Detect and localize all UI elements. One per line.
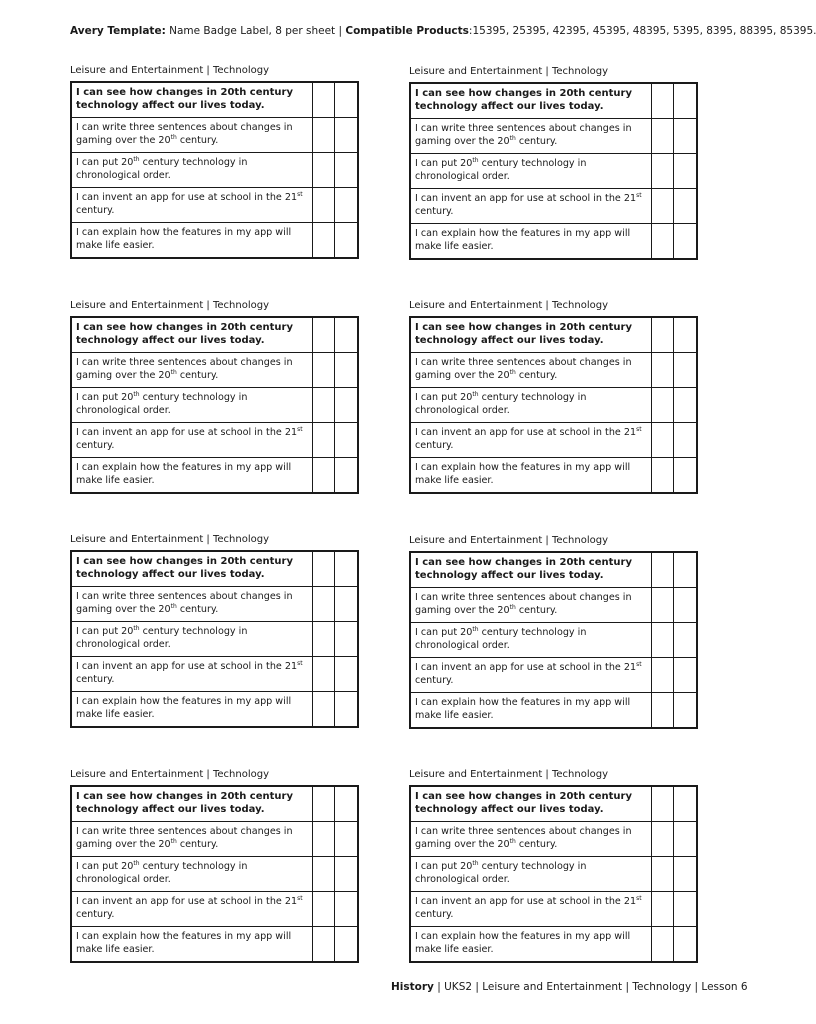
success-criteria-table [409,82,698,260]
name-badge-label [70,533,360,728]
criteria-heading: I can see how changes in 20th century technology affect our lives today. [71,551,312,587]
name-badge-label [409,65,699,260]
tick-box[interactable] [312,223,335,259]
tick-box[interactable] [651,388,674,423]
success-criteria-table [70,785,359,963]
avery-template-header [70,25,816,37]
tick-box[interactable] [651,822,674,857]
tick-box[interactable] [674,822,697,857]
criteria-row [71,587,358,622]
criteria-statement: I can explain how the features in my app will make life easier. [410,224,651,260]
tick-box[interactable] [335,927,358,963]
criteria-heading-row [71,317,358,353]
footer-subject: History [391,981,434,993]
criteria-row [410,388,697,423]
success-criteria-table [409,316,698,494]
criteria-row [410,623,697,658]
criteria-statement: I can write three sentences about changes in gaming over the 20th century. [71,587,312,622]
tick-box[interactable] [312,892,335,927]
tick-box[interactable] [335,317,358,353]
criteria-statement: I can write three sentences about changes in gaming over the 20th century. [410,353,651,388]
tick-box[interactable] [651,552,674,588]
criteria-statement: I can invent an app for use at school in the 21st century. [71,423,312,458]
tick-box[interactable] [312,188,335,223]
criteria-heading: I can see how changes in 20th century technology affect our lives today. [410,552,651,588]
tick-box[interactable] [674,317,697,353]
criteria-statement: I can put 20th century technology in chronological order. [71,622,312,657]
tick-box[interactable] [674,154,697,189]
criteria-heading-row [71,82,358,118]
tick-box[interactable] [312,692,335,728]
criteria-row [71,857,358,892]
criteria-row [410,927,697,963]
tick-box[interactable] [312,353,335,388]
tick-box[interactable] [335,423,358,458]
tick-box[interactable] [312,822,335,857]
criteria-row [71,657,358,692]
tick-box[interactable] [674,423,697,458]
tick-box[interactable] [312,388,335,423]
criteria-statement: I can invent an app for use at school in the 21st century. [71,188,312,223]
tick-box[interactable] [312,82,335,118]
success-criteria-table [70,81,359,259]
criteria-statement: I can invent an app for use at school in the 21st century. [410,423,651,458]
criteria-row [410,658,697,693]
name-badge-label [409,534,699,729]
success-criteria-table [409,551,698,729]
criteria-row [71,153,358,188]
tick-box[interactable] [335,822,358,857]
name-badge-label [409,768,699,963]
tick-box[interactable] [312,317,335,353]
template-label: Avery Template: [70,25,166,37]
criteria-statement: I can explain how the features in my app will make life easier. [71,927,312,963]
tick-box[interactable] [674,693,697,729]
tick-box[interactable] [651,658,674,693]
tick-box[interactable] [312,622,335,657]
tick-box[interactable] [335,692,358,728]
criteria-statement: I can write three sentences about changes in gaming over the 20th century. [71,353,312,388]
tick-box[interactable] [335,657,358,692]
label-subject: Leisure and Entertainment | Technology [409,300,608,311]
criteria-row [410,857,697,892]
criteria-statement: I can invent an app for use at school in the 21st century. [410,892,651,927]
name-badge-label [70,299,360,494]
criteria-row [71,118,358,153]
tick-box[interactable] [335,223,358,259]
success-criteria-table [70,316,359,494]
tick-box[interactable] [312,551,335,587]
criteria-statement: I can explain how the features in my app will make life easier. [410,458,651,494]
name-badge-label [70,64,360,259]
criteria-row [71,188,358,223]
tick-box[interactable] [674,658,697,693]
tick-box[interactable] [312,927,335,963]
tick-box[interactable] [651,423,674,458]
success-criteria-table [70,550,359,728]
label-subject: Leisure and Entertainment | Technology [409,535,608,546]
criteria-row [410,224,697,260]
criteria-statement: I can write three sentences about changes in gaming over the 20th century. [410,588,651,623]
tick-box[interactable] [312,458,335,494]
criteria-heading: I can see how changes in 20th century technology affect our lives today. [71,82,312,118]
label-subject: Leisure and Entertainment | Technology [70,769,269,780]
tick-box[interactable] [651,623,674,658]
criteria-statement: I can put 20th century technology in chronological order. [71,857,312,892]
tick-box[interactable] [674,189,697,224]
criteria-heading-row [71,786,358,822]
criteria-row [410,353,697,388]
tick-box[interactable] [674,786,697,822]
tick-box[interactable] [674,623,697,658]
tick-box[interactable] [651,353,674,388]
label-subject: Leisure and Entertainment | Technology [70,534,269,545]
footer-detail: | UKS2 | Leisure and Entertainment | Technology | Lesson 6 [433,981,748,993]
label-subject: Leisure and Entertainment | Technology [70,65,269,76]
criteria-statement: I can invent an app for use at school in the 21st century. [71,657,312,692]
success-criteria-table [409,785,698,963]
criteria-row [71,353,358,388]
tick-box[interactable] [335,786,358,822]
criteria-statement: I can invent an app for use at school in the 21st century. [71,892,312,927]
tick-box[interactable] [674,458,697,494]
tick-box[interactable] [312,587,335,622]
label-subject: Leisure and Entertainment | Technology [409,66,608,77]
tick-box[interactable] [674,857,697,892]
tick-box[interactable] [312,657,335,692]
criteria-statement: I can invent an app for use at school in the 21st century. [410,658,651,693]
criteria-heading: I can see how changes in 20th century technology affect our lives today. [410,317,651,353]
tick-box[interactable] [335,188,358,223]
criteria-row [410,154,697,189]
criteria-row [71,927,358,963]
tick-box[interactable] [651,588,674,623]
criteria-statement: I can invent an app for use at school in the 21st century. [410,189,651,224]
tick-box[interactable] [312,153,335,188]
criteria-row [410,822,697,857]
tick-box[interactable] [651,892,674,927]
criteria-statement: I can put 20th century technology in chronological order. [410,154,651,189]
criteria-statement: I can write three sentences about changes in gaming over the 20th century. [410,822,651,857]
tick-box[interactable] [674,552,697,588]
tick-box[interactable] [651,189,674,224]
criteria-statement: I can explain how the features in my app will make life easier. [410,927,651,963]
criteria-row [410,892,697,927]
tick-box[interactable] [674,353,697,388]
tick-box[interactable] [335,458,358,494]
criteria-statement: I can put 20th century technology in chronological order. [71,388,312,423]
tick-box[interactable] [651,83,674,119]
tick-box[interactable] [651,693,674,729]
tick-box[interactable] [651,786,674,822]
tick-box[interactable] [335,118,358,153]
criteria-statement: I can explain how the features in my app will make life easier. [71,692,312,728]
criteria-row [410,588,697,623]
label-subject: Leisure and Entertainment | Technology [409,769,608,780]
tick-box[interactable] [674,388,697,423]
tick-box[interactable] [335,82,358,118]
tick-box[interactable] [674,224,697,260]
criteria-row [410,423,697,458]
criteria-statement: I can explain how the features in my app will make life easier. [410,693,651,729]
criteria-heading: I can see how changes in 20th century technology affect our lives today. [410,83,651,119]
criteria-row [71,388,358,423]
tick-box[interactable] [312,118,335,153]
criteria-row [71,423,358,458]
tick-box[interactable] [335,551,358,587]
criteria-row [71,692,358,728]
criteria-row [71,622,358,657]
criteria-row [71,892,358,927]
criteria-statement: I can put 20th century technology in chronological order. [71,153,312,188]
tick-box[interactable] [674,119,697,154]
name-badge-label [70,768,360,963]
tick-box[interactable] [674,83,697,119]
tick-box[interactable] [335,857,358,892]
criteria-row [71,223,358,259]
tick-box[interactable] [335,153,358,188]
criteria-statement: I can explain how the features in my app will make life easier. [71,458,312,494]
criteria-heading-row [410,317,697,353]
tick-box[interactable] [651,927,674,963]
criteria-heading: I can see how changes in 20th century technology affect our lives today. [71,786,312,822]
criteria-statement: I can write three sentences about changes in gaming over the 20th century. [71,118,312,153]
criteria-row [410,189,697,224]
criteria-statement: I can write three sentences about changes in gaming over the 20th century. [71,822,312,857]
tick-box[interactable] [335,587,358,622]
page-footer [391,981,748,993]
tick-box[interactable] [651,458,674,494]
criteria-statement: I can write three sentences about changes in gaming over the 20th century. [410,119,651,154]
criteria-row [71,458,358,494]
criteria-heading-row [410,786,697,822]
tick-box[interactable] [651,119,674,154]
criteria-statement: I can put 20th century technology in chronological order. [410,388,651,423]
tick-box[interactable] [335,353,358,388]
criteria-row [71,822,358,857]
tick-box[interactable] [651,154,674,189]
label-subject: Leisure and Entertainment | Technology [70,300,269,311]
tick-box[interactable] [335,892,358,927]
name-badge-label [409,299,699,494]
criteria-statement: I can explain how the features in my app will make life easier. [71,223,312,259]
criteria-row [410,458,697,494]
tick-box[interactable] [312,423,335,458]
criteria-heading-row [71,551,358,587]
tick-box[interactable] [651,317,674,353]
template-value: Name Badge Label, 8 per sheet | [165,25,346,37]
tick-box[interactable] [335,622,358,657]
tick-box[interactable] [651,224,674,260]
criteria-row [410,693,697,729]
tick-box[interactable] [674,588,697,623]
criteria-heading-row [410,83,697,119]
products-value: :15395, 25395, 42395, 45395, 48395, 5395, 8395, 88395, 85395. [468,25,816,37]
criteria-heading: I can see how changes in 20th century technology affect our lives today. [410,786,651,822]
tick-box[interactable] [651,857,674,892]
products-label: Compatible Products [345,25,469,37]
criteria-statement: I can put 20th century technology in chronological order. [410,857,651,892]
tick-box[interactable] [312,857,335,892]
tick-box[interactable] [312,786,335,822]
tick-box[interactable] [674,927,697,963]
criteria-heading-row [410,552,697,588]
criteria-statement: I can put 20th century technology in chronological order. [410,623,651,658]
criteria-row [410,119,697,154]
criteria-heading: I can see how changes in 20th century technology affect our lives today. [71,317,312,353]
tick-box[interactable] [335,388,358,423]
tick-box[interactable] [674,892,697,927]
